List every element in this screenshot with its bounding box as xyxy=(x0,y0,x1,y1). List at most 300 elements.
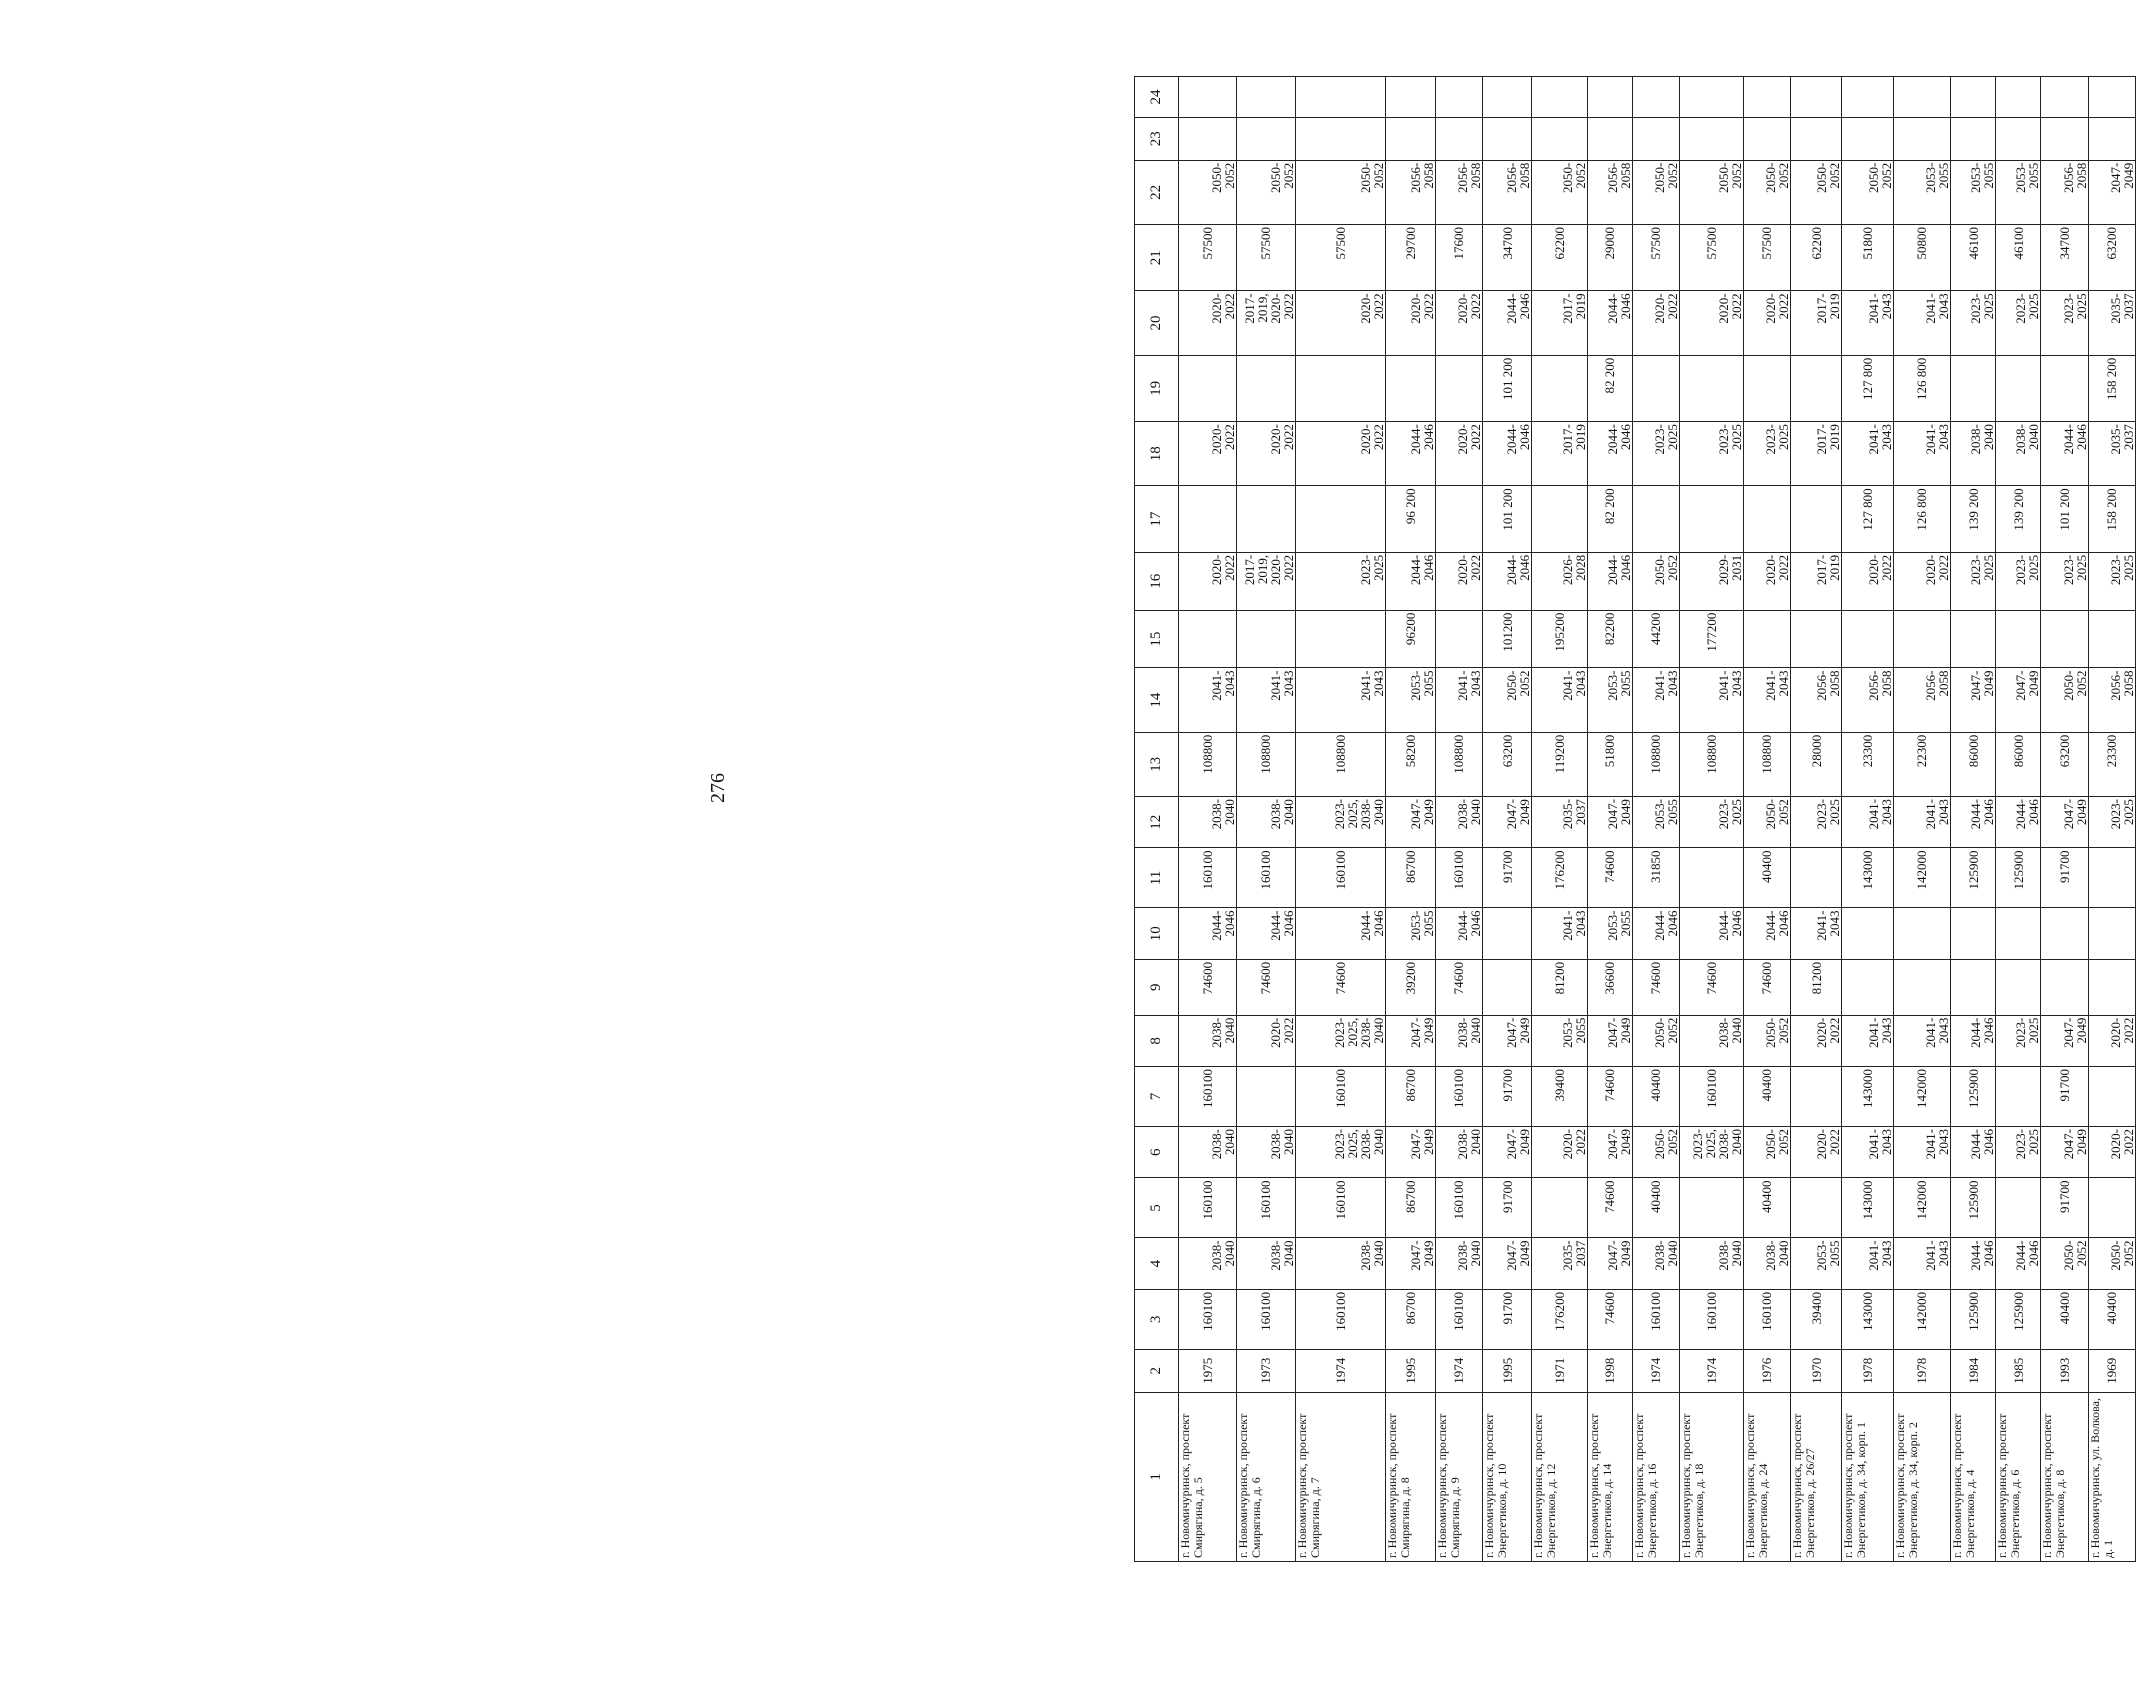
table-cell-col-14: 2041- 2043 xyxy=(1743,668,1790,732)
table-cell-col-24 xyxy=(1680,77,1744,118)
table-cell-col-23 xyxy=(1680,117,1744,160)
table-cell-col-4: 2038- 2040 xyxy=(1632,1238,1679,1289)
table-cell-col-2: 1995 xyxy=(1386,1349,1435,1392)
table-cell-col-12: 2044- 2046 xyxy=(1996,797,2041,848)
table-row xyxy=(2041,77,2088,1562)
table-cell-col-11: 91700 xyxy=(1482,848,1531,908)
column-header-4: 4 xyxy=(1135,1238,1179,1289)
table-cell-col-12: 2041- 2043 xyxy=(1842,797,1893,848)
table-cell-col-9: 74600 xyxy=(1632,959,1679,1015)
table-cell-col-3: 91700 xyxy=(1482,1289,1531,1349)
column-header-6: 6 xyxy=(1135,1127,1179,1178)
table-cell-col-14: 2041- 2043 xyxy=(1435,668,1482,732)
table-cell-col-23 xyxy=(1893,117,1951,160)
column-header-21: 21 xyxy=(1135,224,1179,290)
table-cell-col-22: 2050- 2052 xyxy=(1680,160,1744,224)
table-cell-col-24 xyxy=(1743,77,1790,118)
column-header-17: 17 xyxy=(1135,486,1179,552)
table-cell-col-2: 1985 xyxy=(1996,1349,2041,1392)
table-cell-col-23 xyxy=(2088,117,2135,160)
table-cell-col-16: 2026- 2028 xyxy=(1532,552,1587,610)
table-cell-col-13: 23300 xyxy=(2088,732,2135,796)
table-cell-col-15: 101200 xyxy=(1482,610,1531,668)
table-cell-col-24 xyxy=(1236,77,1296,118)
table-cell-col-3: 40400 xyxy=(2041,1289,2088,1349)
table-row xyxy=(1587,77,1632,1562)
table-cell-col-8: 2020- 2022 xyxy=(2088,1015,2135,1066)
table-cell-col-4: 2035- 2037 xyxy=(1532,1238,1587,1289)
table-cell-col-9: 36600 xyxy=(1587,959,1632,1015)
table-cell-col-21: 57500 xyxy=(1632,224,1679,290)
table-cell-col-11 xyxy=(1790,848,1841,908)
table-cell-col-22: 2053- 2055 xyxy=(1893,160,1951,224)
table-cell-col-15 xyxy=(1743,610,1790,668)
table-cell-col-23 xyxy=(2041,117,2088,160)
column-header-14: 14 xyxy=(1135,668,1179,732)
table-cell-col-16: 2020- 2022 xyxy=(1179,552,1237,610)
repair-schedule-table xyxy=(1134,76,2136,1562)
table-cell-col-15 xyxy=(2088,610,2135,668)
table-cell-col-5 xyxy=(1996,1178,2041,1238)
table-cell-col-19 xyxy=(1680,355,1744,421)
table-cell-col-18: 2044- 2046 xyxy=(1587,422,1632,486)
table-cell-col-3: 176200 xyxy=(1532,1289,1587,1349)
table-cell-col-12: 2047- 2049 xyxy=(2041,797,2088,848)
table-cell-col-17: 158 200 xyxy=(2088,486,2135,552)
table-cell-col-15: 82200 xyxy=(1587,610,1632,668)
column-header-20: 20 xyxy=(1135,291,1179,355)
table-cell-col-17 xyxy=(1743,486,1790,552)
table-cell-col-13: 108800 xyxy=(1236,732,1296,796)
table-cell-col-24 xyxy=(1790,77,1841,118)
table-row xyxy=(1532,77,1587,1562)
table-cell-col-10 xyxy=(1842,908,1893,959)
table-cell-col-16: 2023- 2025 xyxy=(1951,552,1996,610)
column-header-18: 18 xyxy=(1135,422,1179,486)
table-cell-col-14: 2047- 2049 xyxy=(1996,668,2041,732)
table-cell-col-17: 101 200 xyxy=(2041,486,2088,552)
table-cell-col-5: 91700 xyxy=(1482,1178,1531,1238)
table-cell-col-2: 1978 xyxy=(1842,1349,1893,1392)
table-cell-col-18: 2017- 2019 xyxy=(1790,422,1841,486)
table-cell-col-11: 125900 xyxy=(1996,848,2041,908)
table-cell-col-24 xyxy=(1296,77,1386,118)
table-cell-col-14: 2056- 2058 xyxy=(1893,668,1951,732)
table-cell-col-20: 2020- 2022 xyxy=(1296,291,1386,355)
table-cell-col-13: 51800 xyxy=(1587,732,1632,796)
address-cell: г. Новомичуринск, проспект Энергетиков, д. 4 xyxy=(1951,1392,1996,1561)
table-cell-col-23 xyxy=(1532,117,1587,160)
table-cell-col-18: 2044- 2046 xyxy=(1386,422,1435,486)
table-cell-col-5: 160100 xyxy=(1435,1178,1482,1238)
table-cell-col-9 xyxy=(2088,959,2135,1015)
table-cell-col-19 xyxy=(1435,355,1482,421)
column-header-11: 11 xyxy=(1135,848,1179,908)
table-cell-col-23 xyxy=(1435,117,1482,160)
table-cell-col-20: 2020- 2022 xyxy=(1743,291,1790,355)
table-cell-col-7: 74600 xyxy=(1587,1067,1632,1127)
table-cell-col-24 xyxy=(1532,77,1587,118)
table-cell-col-8: 2047- 2049 xyxy=(1482,1015,1531,1066)
table-cell-col-8: 2038- 2040 xyxy=(1680,1015,1744,1066)
table-cell-col-15 xyxy=(1435,610,1482,668)
table-cell-col-6: 2041- 2043 xyxy=(1842,1127,1893,1178)
table-cell-col-21: 34700 xyxy=(2041,224,2088,290)
table-cell-col-11: 160100 xyxy=(1236,848,1296,908)
table-cell-col-2: 1993 xyxy=(2041,1349,2088,1392)
table-cell-col-5: 74600 xyxy=(1587,1178,1632,1238)
table-row xyxy=(1893,77,1951,1562)
table-cell-col-9: 74600 xyxy=(1680,959,1744,1015)
table-cell-col-5: 86700 xyxy=(1386,1178,1435,1238)
table-cell-col-22: 2053- 2055 xyxy=(1951,160,1996,224)
table-cell-col-16: 2020- 2022 xyxy=(1435,552,1482,610)
table-cell-col-13: 108800 xyxy=(1296,732,1386,796)
table-cell-col-23 xyxy=(1482,117,1531,160)
address-cell: г. Новомичуринск, проспект Смирягина, д. 5 xyxy=(1179,1392,1237,1561)
table-cell-col-21: 29700 xyxy=(1386,224,1435,290)
table-cell-col-23 xyxy=(1743,117,1790,160)
table-cell-col-12: 2023- 2025, 2038- 2040 xyxy=(1296,797,1386,848)
table-cell-col-2: 1969 xyxy=(2088,1349,2135,1392)
table-cell-col-5 xyxy=(1532,1178,1587,1238)
address-cell: г. Новомичуринск, проспект Энергетиков, д. 8 xyxy=(2041,1392,2088,1561)
table-cell-col-16: 2029- 2031 xyxy=(1680,552,1744,610)
address-cell: г. Новомичуринск, проспект Энергетиков, д. 34, корп. 1 xyxy=(1842,1392,1893,1561)
table-cell-col-17 xyxy=(1296,486,1386,552)
table-cell-col-6: 2050- 2052 xyxy=(1743,1127,1790,1178)
table-cell-col-14: 2041- 2043 xyxy=(1296,668,1386,732)
table-cell-col-16: 2020- 2022 xyxy=(1893,552,1951,610)
table-cell-col-19 xyxy=(1236,355,1296,421)
table-cell-col-20: 2023- 2025 xyxy=(1951,291,1996,355)
table-cell-col-21: 62200 xyxy=(1532,224,1587,290)
table-cell-col-22: 2050- 2052 xyxy=(1790,160,1841,224)
table-cell-col-8: 2050- 2052 xyxy=(1632,1015,1679,1066)
table-cell-col-21: 50800 xyxy=(1893,224,1951,290)
table-row xyxy=(1743,77,1790,1562)
table-cell-col-4: 2044- 2046 xyxy=(1951,1238,1996,1289)
column-header-1: 1 xyxy=(1135,1392,1179,1561)
table-cell-col-7: 86700 xyxy=(1386,1067,1435,1127)
table-cell-col-12: 2023- 2025 xyxy=(1790,797,1841,848)
table-cell-col-18: 2020- 2022 xyxy=(1179,422,1237,486)
table-cell-col-8: 2047- 2049 xyxy=(2041,1015,2088,1066)
address-cell: г. Новомичуринск, проспект Энергетиков, д. 10 xyxy=(1482,1392,1531,1561)
table-cell-col-2: 1971 xyxy=(1532,1349,1587,1392)
table-cell-col-17 xyxy=(1435,486,1482,552)
table-cell-col-21: 51800 xyxy=(1842,224,1893,290)
table-cell-col-2: 1974 xyxy=(1632,1349,1679,1392)
table-cell-col-20: 2041- 2043 xyxy=(1893,291,1951,355)
table-cell-col-17: 127 800 xyxy=(1842,486,1893,552)
table-cell-col-12: 2047- 2049 xyxy=(1587,797,1632,848)
table-cell-col-21: 62200 xyxy=(1790,224,1841,290)
table-cell-col-12: 2023- 2025 xyxy=(1680,797,1744,848)
table-cell-col-23 xyxy=(1951,117,1996,160)
table-cell-col-6: 2020- 2022 xyxy=(1790,1127,1841,1178)
table-cell-col-19 xyxy=(1743,355,1790,421)
table-cell-col-8: 2050- 2052 xyxy=(1743,1015,1790,1066)
table-cell-col-24 xyxy=(2041,77,2088,118)
table-cell-col-7: 143000 xyxy=(1842,1067,1893,1127)
table-cell-col-15: 44200 xyxy=(1632,610,1679,668)
table-cell-col-24 xyxy=(1893,77,1951,118)
table-cell-col-9 xyxy=(1951,959,1996,1015)
table-cell-col-14: 2053- 2055 xyxy=(1587,668,1632,732)
table-cell-col-10 xyxy=(1482,908,1531,959)
table-cell-col-19 xyxy=(1996,355,2041,421)
table-cell-col-8: 2020- 2022 xyxy=(1790,1015,1841,1066)
table-cell-col-3: 74600 xyxy=(1587,1289,1632,1349)
table-cell-col-10 xyxy=(1893,908,1951,959)
table-cell-col-15 xyxy=(1790,610,1841,668)
table-cell-col-9: 74600 xyxy=(1743,959,1790,1015)
table-cell-col-6: 2038- 2040 xyxy=(1179,1127,1237,1178)
table-cell-col-10: 2044- 2046 xyxy=(1179,908,1237,959)
table-cell-col-18: 2020- 2022 xyxy=(1236,422,1296,486)
table-cell-col-18: 2044- 2046 xyxy=(2041,422,2088,486)
table-cell-col-4: 2041- 2043 xyxy=(1893,1238,1951,1289)
table-row xyxy=(1296,77,1386,1562)
table-cell-col-20: 2017- 2019 xyxy=(1790,291,1841,355)
table-cell-col-10: 2041- 2043 xyxy=(1532,908,1587,959)
table-cell-col-3: 143000 xyxy=(1842,1289,1893,1349)
table-cell-col-2: 1984 xyxy=(1951,1349,1996,1392)
table-cell-col-24 xyxy=(1632,77,1679,118)
table-cell-col-14: 2047- 2049 xyxy=(1951,668,1996,732)
table-cell-col-19 xyxy=(1632,355,1679,421)
table-cell-col-19: 126 800 xyxy=(1893,355,1951,421)
table-cell-col-8: 2053- 2055 xyxy=(1532,1015,1587,1066)
table-cell-col-21: 57500 xyxy=(1179,224,1237,290)
table-cell-col-10: 2053- 2055 xyxy=(1386,908,1435,959)
table-cell-col-19: 158 200 xyxy=(2088,355,2135,421)
table-cell-col-14: 2041- 2043 xyxy=(1680,668,1744,732)
table-cell-col-7: 125900 xyxy=(1951,1067,1996,1127)
table-cell-col-4: 2038- 2040 xyxy=(1743,1238,1790,1289)
table-cell-col-18: 2023- 2025 xyxy=(1743,422,1790,486)
table-cell-col-14: 2056- 2058 xyxy=(1790,668,1841,732)
table-cell-col-22: 2047- 2049 xyxy=(2088,160,2135,224)
table-cell-col-9 xyxy=(1893,959,1951,1015)
column-header-10: 10 xyxy=(1135,908,1179,959)
table-cell-col-24 xyxy=(1386,77,1435,118)
table-cell-col-20: 2020- 2022 xyxy=(1680,291,1744,355)
table-cell-col-17 xyxy=(1680,486,1744,552)
table-cell-col-4: 2053- 2055 xyxy=(1790,1238,1841,1289)
table-cell-col-9: 74600 xyxy=(1179,959,1237,1015)
column-header-19: 19 xyxy=(1135,355,1179,421)
table-cell-col-16: 2044- 2046 xyxy=(1587,552,1632,610)
table-row xyxy=(1236,77,1296,1562)
rotated-table-container xyxy=(1134,76,2136,1562)
table-cell-col-13: 86000 xyxy=(1951,732,1996,796)
table-cell-col-13: 63200 xyxy=(2041,732,2088,796)
table-cell-col-8: 2023- 2025, 2038- 2040 xyxy=(1296,1015,1386,1066)
table-cell-col-4: 2041- 2043 xyxy=(1842,1238,1893,1289)
table-cell-col-9 xyxy=(1482,959,1531,1015)
table-cell-col-17: 139 200 xyxy=(1951,486,1996,552)
table-cell-col-13: 23300 xyxy=(1842,732,1893,796)
table-cell-col-12: 2038- 2040 xyxy=(1236,797,1296,848)
table-cell-col-8: 2047- 2049 xyxy=(1587,1015,1632,1066)
table-cell-col-18: 2038- 2040 xyxy=(1951,422,1996,486)
table-cell-col-14: 2050- 2052 xyxy=(2041,668,2088,732)
table-cell-col-17: 139 200 xyxy=(1996,486,2041,552)
table-cell-col-9: 81200 xyxy=(1790,959,1841,1015)
table-cell-col-8: 2044- 2046 xyxy=(1951,1015,1996,1066)
table-cell-col-2: 1974 xyxy=(1296,1349,1386,1392)
table-cell-col-15 xyxy=(1842,610,1893,668)
table-cell-col-6: 2023- 2025, 2038- 2040 xyxy=(1680,1127,1744,1178)
table-cell-col-12: 2047- 2049 xyxy=(1482,797,1531,848)
table-row xyxy=(2088,77,2135,1562)
table-cell-col-24 xyxy=(1179,77,1237,118)
table-cell-col-24 xyxy=(2088,77,2135,118)
table-cell-col-23 xyxy=(1386,117,1435,160)
table-cell-col-19: 127 800 xyxy=(1842,355,1893,421)
table-cell-col-9: 74600 xyxy=(1236,959,1296,1015)
table-cell-col-14: 2041- 2043 xyxy=(1179,668,1237,732)
table-cell-col-15: 195200 xyxy=(1532,610,1587,668)
table-cell-col-5 xyxy=(1790,1178,1841,1238)
table-cell-col-12: 2038- 2040 xyxy=(1179,797,1237,848)
table-cell-col-6: 2047- 2049 xyxy=(1482,1127,1531,1178)
table-cell-col-7: 160100 xyxy=(1179,1067,1237,1127)
table-cell-col-17: 101 200 xyxy=(1482,486,1531,552)
table-body xyxy=(1179,77,2136,1562)
table-cell-col-10 xyxy=(2088,908,2135,959)
table-cell-col-16: 2023- 2025 xyxy=(2041,552,2088,610)
table-cell-col-12: 2041- 2043 xyxy=(1893,797,1951,848)
table-cell-col-22: 2050- 2052 xyxy=(1236,160,1296,224)
table-row xyxy=(1790,77,1841,1562)
table-cell-col-22: 2050- 2052 xyxy=(1532,160,1587,224)
table-cell-col-18: 2044- 2046 xyxy=(1482,422,1531,486)
address-cell: г. Новомичуринск, проспект Энергетиков, д. 12 xyxy=(1532,1392,1587,1561)
table-cell-col-7: 91700 xyxy=(1482,1067,1531,1127)
table-cell-col-19: 82 200 xyxy=(1587,355,1632,421)
table-cell-col-5 xyxy=(1680,1178,1744,1238)
table-cell-col-5: 91700 xyxy=(2041,1178,2088,1238)
column-header-2: 2 xyxy=(1135,1349,1179,1392)
table-cell-col-18: 2023- 2025 xyxy=(1680,422,1744,486)
table-cell-col-17 xyxy=(1532,486,1587,552)
table-cell-col-22: 2050- 2052 xyxy=(1296,160,1386,224)
table-cell-col-10: 2044- 2046 xyxy=(1296,908,1386,959)
table-cell-col-4: 2047- 2049 xyxy=(1386,1238,1435,1289)
table-cell-col-4: 2044- 2046 xyxy=(1996,1238,2041,1289)
table-cell-col-21: 46100 xyxy=(1951,224,1996,290)
table-cell-col-12: 2023- 2025 xyxy=(2088,797,2135,848)
table-cell-col-22: 2050- 2052 xyxy=(1179,160,1237,224)
table-cell-col-16: 2044- 2046 xyxy=(1386,552,1435,610)
table-row xyxy=(1996,77,2041,1562)
table-cell-col-5: 143000 xyxy=(1842,1178,1893,1238)
table-cell-col-3: 125900 xyxy=(1951,1289,1996,1349)
table-cell-col-14: 2041- 2043 xyxy=(1532,668,1587,732)
table-cell-col-7: 142000 xyxy=(1893,1067,1951,1127)
table-row xyxy=(1951,77,1996,1562)
table-cell-col-4: 2050- 2052 xyxy=(2088,1238,2135,1289)
table-cell-col-6: 2047- 2049 xyxy=(2041,1127,2088,1178)
table-cell-col-22: 2056- 2058 xyxy=(1386,160,1435,224)
column-header-23: 23 xyxy=(1135,117,1179,160)
table-cell-col-11: 160100 xyxy=(1296,848,1386,908)
table-cell-col-16: 2044- 2046 xyxy=(1482,552,1531,610)
table-cell-col-13: 86000 xyxy=(1996,732,2041,796)
table-cell-col-20: 2044- 2046 xyxy=(1587,291,1632,355)
table-cell-col-15: 96200 xyxy=(1386,610,1435,668)
table-cell-col-6: 2041- 2043 xyxy=(1893,1127,1951,1178)
table-cell-col-6: 2023- 2025 xyxy=(1996,1127,2041,1178)
table-cell-col-6: 2050- 2052 xyxy=(1632,1127,1679,1178)
table-cell-col-4: 2047- 2049 xyxy=(1482,1238,1531,1289)
table-cell-col-7: 160100 xyxy=(1435,1067,1482,1127)
table-cell-col-9: 81200 xyxy=(1532,959,1587,1015)
table-cell-col-5: 125900 xyxy=(1951,1178,1996,1238)
table-cell-col-7: 160100 xyxy=(1296,1067,1386,1127)
table-cell-col-12: 2050- 2052 xyxy=(1743,797,1790,848)
table-row xyxy=(1179,77,1237,1562)
table-cell-col-20: 2017- 2019, 2020- 2022 xyxy=(1236,291,1296,355)
address-cell: г. Новомичуринск, проспект Энергетиков, д. 34, корп. 2 xyxy=(1893,1392,1951,1561)
table-cell-col-19 xyxy=(2041,355,2088,421)
table-cell-col-11: 176200 xyxy=(1532,848,1587,908)
table-cell-col-11: 160100 xyxy=(1435,848,1482,908)
table-cell-col-18: 2020- 2022 xyxy=(1435,422,1482,486)
table-cell-col-18: 2035- 2037 xyxy=(2088,422,2135,486)
table-cell-col-8: 2038- 2040 xyxy=(1179,1015,1237,1066)
address-cell: г. Новомичуринск, проспект Энергетиков, д. 14 xyxy=(1587,1392,1632,1561)
column-header-9: 9 xyxy=(1135,959,1179,1015)
table-cell-col-21: 29000 xyxy=(1587,224,1632,290)
table-cell-col-23 xyxy=(1790,117,1841,160)
table-cell-col-18: 2017- 2019 xyxy=(1532,422,1587,486)
table-cell-col-23 xyxy=(1179,117,1237,160)
table-cell-col-14: 2056- 2058 xyxy=(2088,668,2135,732)
table-cell-col-11 xyxy=(1680,848,1744,908)
table-cell-col-10: 2044- 2046 xyxy=(1236,908,1296,959)
table-cell-col-11: 125900 xyxy=(1951,848,1996,908)
table-cell-col-6: 2020- 2022 xyxy=(2088,1127,2135,1178)
table-cell-col-11: 143000 xyxy=(1842,848,1893,908)
table-cell-col-9 xyxy=(1996,959,2041,1015)
table-cell-col-20: 2023- 2025 xyxy=(1996,291,2041,355)
table-cell-col-10: 2041- 2043 xyxy=(1790,908,1841,959)
table-cell-col-9: 74600 xyxy=(1435,959,1482,1015)
table-cell-col-16: 2023- 2025 xyxy=(1996,552,2041,610)
table-cell-col-7: 39400 xyxy=(1532,1067,1587,1127)
table-cell-col-13: 108800 xyxy=(1743,732,1790,796)
table-cell-col-14: 2053- 2055 xyxy=(1386,668,1435,732)
table-cell-col-17: 96 200 xyxy=(1386,486,1435,552)
table-cell-col-5: 160100 xyxy=(1179,1178,1237,1238)
table-cell-col-10 xyxy=(1951,908,1996,959)
table-cell-col-9: 39200 xyxy=(1386,959,1435,1015)
table-cell-col-8: 2041- 2043 xyxy=(1893,1015,1951,1066)
table-cell-col-15: 177200 xyxy=(1680,610,1744,668)
table-cell-col-13: 28000 xyxy=(1790,732,1841,796)
table-cell-col-4: 2050- 2052 xyxy=(2041,1238,2088,1289)
table-cell-col-24 xyxy=(1951,77,1996,118)
table-cell-col-15 xyxy=(1179,610,1237,668)
table-cell-col-12: 2038- 2040 xyxy=(1435,797,1482,848)
table-cell-col-22: 2053- 2055 xyxy=(1996,160,2041,224)
table-cell-col-10 xyxy=(1996,908,2041,959)
column-header-16: 16 xyxy=(1135,552,1179,610)
